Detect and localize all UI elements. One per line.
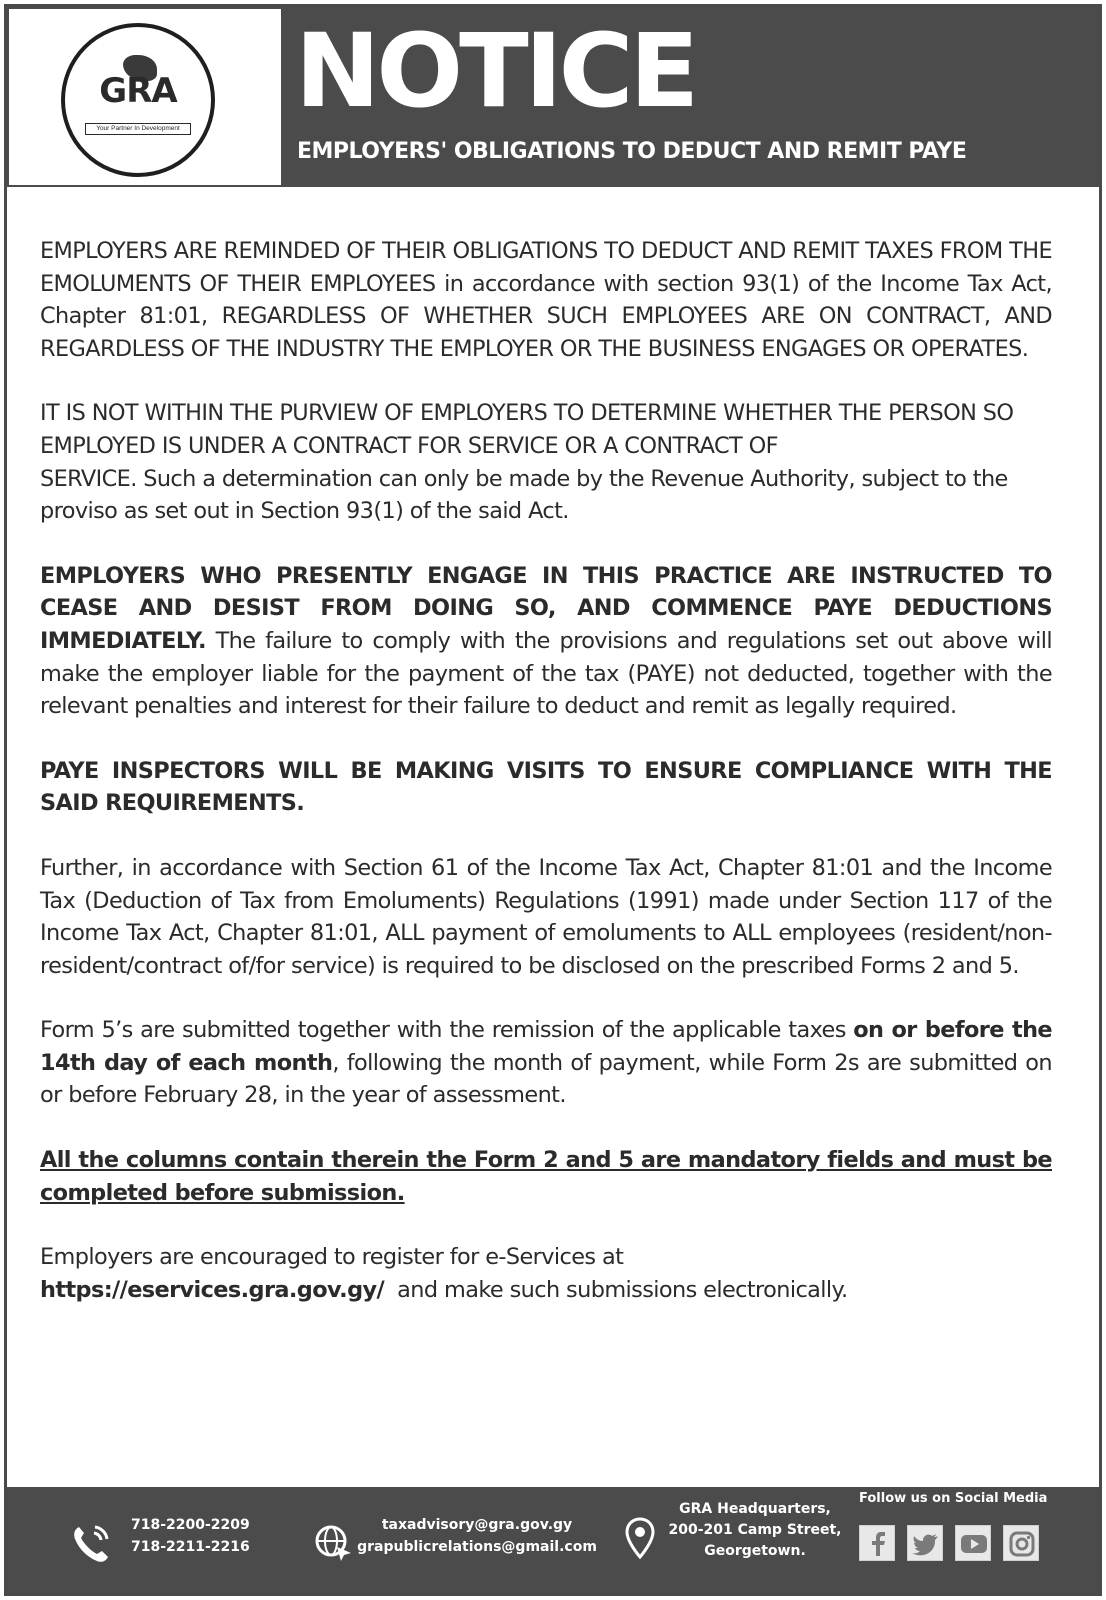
header-banner — [7, 7, 1099, 187]
page-title: NOTICE — [295, 12, 696, 131]
phone-number-2[interactable]: 718-2211-2216 — [131, 1539, 250, 1555]
page-subtitle: EMPLOYERS' OBLIGATIONS TO DEDUCT AND REMIT PAYE — [297, 139, 967, 164]
phone-icon — [69, 1521, 113, 1565]
logo-letters: GRA — [99, 71, 177, 111]
notice-page — [4, 4, 1102, 1596]
globe-email-icon — [313, 1523, 355, 1563]
youtube-icon[interactable] — [955, 1525, 991, 1561]
paragraph-cease-desist — [40, 560, 1052, 723]
address-line-1: GRA Headquarters, — [679, 1501, 831, 1517]
phone-number-1[interactable]: 718-2200-2209 — [131, 1517, 250, 1533]
eservices-link[interactable]: https://eservices.gra.gov.gy/ — [40, 1276, 385, 1303]
form2-text: , following the month of payment, while Form 2s are submitted on or before February 28, in the year of assessment. — [40, 1049, 1052, 1109]
gra-logo — [61, 23, 215, 177]
paragraph-section-61: Further, in accordance with Section 61 of the Income Tax Act, Chapter 81:01 and the Income Tax (Deduction of Tax from Emoluments) Regulations (1991) made under Section 117 of the Income Tax Act, Chapter 81:01, ALL payment of emoluments to ALL employees (resident/non-resident/contract of/for service) is required to be disclosed on the prescribed Forms 2 and 5. — [40, 854, 1052, 979]
location-pin-icon — [625, 1517, 655, 1561]
social-media-label: Follow us on Social Media — [859, 1491, 1048, 1506]
logo-area — [9, 9, 281, 185]
purview-line-1: IT IS NOT WITHIN THE PURVIEW OF EMPLOYERS TO DETERMINE WHETHER THE PERSON SO — [40, 400, 1014, 427]
notice-body — [40, 235, 1052, 1338]
facebook-icon[interactable] — [859, 1525, 895, 1561]
purview-rest: SERVICE. Such a determination can only be made by the Revenue Authority, subject to the proviso as set out in Section 93(1) of the said Act. — [40, 465, 1008, 525]
form5-text: Form 5’s are submitted together with the remission of the applicable taxes — [40, 1017, 846, 1044]
instagram-icon[interactable] — [1003, 1525, 1039, 1561]
email-public-relations[interactable]: grapublicrelations@gmail.com — [357, 1539, 597, 1555]
cease-desist-instruction: EMPLOYERS WHO PRESENTLY ENGAGE IN THIS PRACTICE ARE INSTRUCTED TO CEASE AND DESIST FROM DOING SO, AND COMMENCE PAYE DEDUCTIONS IMMEDIATELY. — [40, 562, 1052, 654]
eservices-intro: Employers are encouraged to register for e-Services at — [40, 1244, 624, 1271]
logo-tagline: Your Partner In Development — [85, 123, 191, 135]
address-line-2: 200-201 Camp Street, — [668, 1522, 842, 1538]
paragraph-form-deadlines — [40, 1014, 1052, 1112]
paragraph-eservices — [40, 1241, 1052, 1306]
form5-deadline: on or before the 14th day of each month — [40, 1017, 1052, 1076]
twitter-icon[interactable] — [907, 1525, 943, 1561]
liability-text: The failure to comply with the provisions and regulations set out above will make the employer liable for the payment of the tax (PAYE) not deducted, together with the relevant penalties and interest for their failure to deduct and remit as legally required. — [40, 627, 1052, 720]
footer-contact-bar — [7, 1487, 1099, 1593]
paragraph-inspectors: PAYE INSPECTORS WILL BE MAKING VISITS TO ENSURE COMPLIANCE WITH THE SAID REQUIREMENTS. — [40, 757, 1052, 817]
purview-line-2: EMPLOYED IS UNDER A CONTRACT FOR SERVICE OR A CONTRACT OF — [40, 432, 778, 459]
email-taxadvisory[interactable]: taxadvisory@gra.gov.gy — [381, 1517, 573, 1533]
address-line-3: Georgetown. — [704, 1543, 806, 1559]
eservices-outro: and make such submissions electronically. — [397, 1276, 848, 1303]
paragraph-purview — [40, 397, 1052, 527]
paragraph-mandatory-fields: All the columns contain therein the Form 2 and 5 are mandatory fields and must be completed before submission. — [40, 1147, 1052, 1206]
paragraph-obligations: EMPLOYERS ARE REMINDED OF THEIR OBLIGATIONS TO DEDUCT AND REMIT TAXES FROM THE EMOLUMENTS OF THEIR EMPLOYEES in accordance with section 93(1) of the Income Tax Act, Chapter 81:01, REGARDLESS OF WHETHER SUCH EMPLOYEES ARE ON CONTRACT, AND REGARDLESS OF THE INDUSTRY THE EMPLOYER OR THE BUSINESS ENGAGES OR OPERATES. — [40, 238, 1052, 362]
